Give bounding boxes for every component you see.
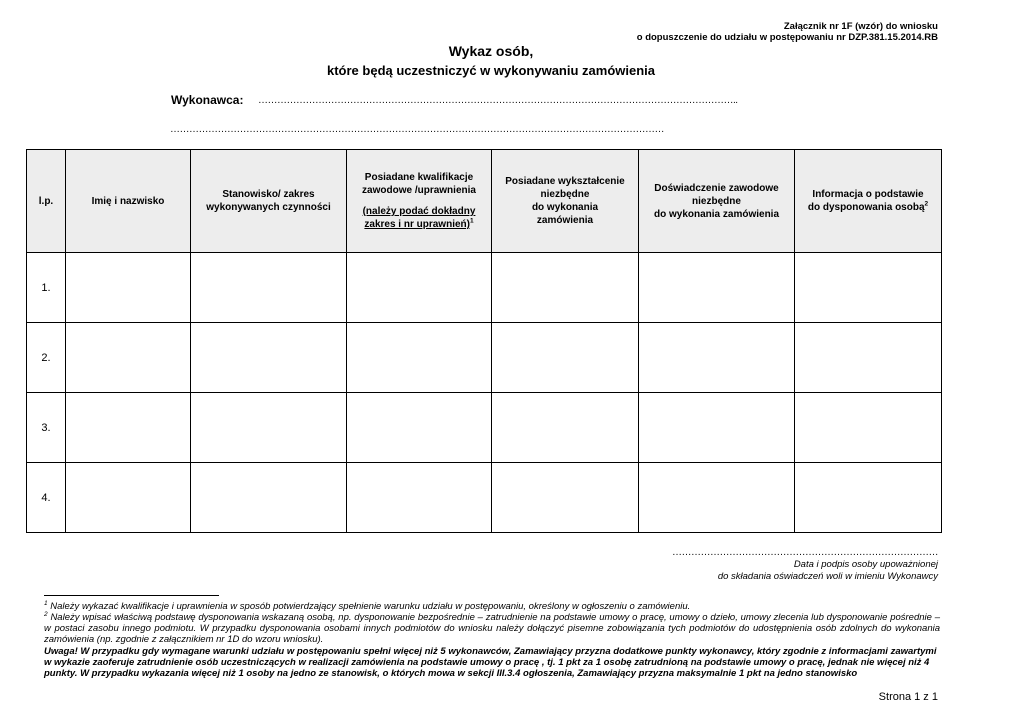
experience-cell[interactable] [639, 463, 795, 533]
annex-line-1: Załącznik nr 1F (wzór) do wniosku [783, 21, 938, 32]
basis-info-cell[interactable] [795, 323, 942, 393]
qualifications-cell[interactable] [347, 393, 492, 463]
header-education: Posiadane wykształcenie niezbędne do wykonania zamówienia [492, 150, 639, 253]
name-cell[interactable] [66, 393, 191, 463]
header-basis-info: Informacja o podstawie do dysponowania osobą$^2$ [795, 150, 942, 253]
table-row [27, 463, 942, 533]
experience-cell[interactable] [639, 253, 795, 323]
signature-line-1: Data i podpis osoby upoważnionej [793, 559, 938, 570]
table-header-row [27, 150, 942, 253]
table-row [27, 323, 942, 393]
footnote-1: $^1$ Należy wykazać kwalifikacje i uprawnienia w sposób potwierdzający spełnienie warunku udziału w postępowaniu, określony w ogłoszeniu o zamówieniu. [44, 599, 691, 612]
document-subtitle: które będą uczestniczyć w wykonywaniu zamówienia [327, 63, 655, 78]
education-cell[interactable] [492, 463, 639, 533]
contractor-dots-line-1: …………………………………………………………………………………………………………………………………….. [258, 95, 738, 106]
experience-cell[interactable] [639, 323, 795, 393]
table-row [27, 393, 942, 463]
annex-header [637, 21, 938, 43]
table-row [27, 253, 942, 323]
header-position: Stanowisko/ zakres wykonywanych czynności [191, 150, 347, 253]
name-cell[interactable] [66, 323, 191, 393]
qualifications-cell[interactable] [347, 253, 492, 323]
signature-line-2: do składania oświadczeń woli w imieniu Wykonawcy [717, 571, 938, 582]
annex-line-2: o dopuszczenie do udziału w postępowaniu nr DZP.381.15.2014.RB [636, 32, 938, 43]
document-title: Wykaz osób, [448, 43, 534, 59]
header-experience: Doświadczenie zawodowe niezbędne do wykonania zamówienia [639, 150, 795, 253]
header-qualifications: Posiadane kwalifikacje zawodowe /uprawnienia (należy podać dokładny zakres i nr uprawnień)$^1$ [347, 150, 492, 253]
qualifications-cell[interactable] [347, 463, 492, 533]
position-cell[interactable] [191, 393, 347, 463]
persons-table [26, 149, 942, 533]
basis-info-cell[interactable] [795, 393, 942, 463]
education-cell[interactable] [492, 393, 639, 463]
name-cell[interactable] [66, 463, 191, 533]
footnote-2: $^2$ Należy wpisać właściwą podstawę dysponowania wskazaną osobą, np. dysponowanie bezpośrednie – zatrudnienie na podstawie umowy o pracę, umowy o dzieło, umowy zlecenia lub dysponowanie pośrednie – w postaci zasobu innego podmiotu. W przypadku dysponowania osobami innych podmiotów do wniosku należy dołączyć pisemne zobowiązania tych podmiotów do udostępnienia osób zdolnych do wykonania zamówienia (np. zgodnie z załącznikiem nr 1D do wzoru wniosku). [44, 610, 941, 645]
header-lp: l.p. [27, 150, 66, 253]
position-cell[interactable] [191, 323, 347, 393]
position-cell[interactable] [191, 253, 347, 323]
row-number: 1. [27, 253, 66, 323]
education-cell[interactable] [492, 253, 639, 323]
footnote-ref-1: 1 [469, 217, 474, 225]
contractor-label: Wykonawca: [171, 93, 244, 107]
education-cell[interactable] [492, 323, 639, 393]
row-number: 4. [27, 463, 66, 533]
contractor-dots-line-2: ………………………………………………………………………………………………………………………………………… [170, 124, 664, 135]
header-name: Imię i nazwisko [66, 150, 191, 253]
signature-dots: ………………………………………………………………………… [672, 547, 938, 558]
position-cell[interactable] [191, 463, 347, 533]
footnote-divider [44, 595, 219, 596]
signature-block [672, 547, 938, 583]
qualifications-cell[interactable] [347, 323, 492, 393]
name-cell[interactable] [66, 253, 191, 323]
attention-note: Uwaga! W przypadku gdy wymagane warunki udziału w postępowaniu spełni więcej niż 5 wykonawców, Zamawiający przyzna dodatkowe punkty wykonawcy, który zgodnie z informacjami zawartymi w wykazie zaoferuje zatrudnienie osób uczestniczących w realizacji zamówienia na podstawie umowy o pracę , tj. 1 pkt za 1 osobę zatrudnioną na podstawie umowy o pracę, jednak nie więcej niż 4 punkty. W przypadku wykazania więcej niż 1 osoby na jedno ze stanowisk, o których mowa w sekcji III.3.4 ogłoszenia, Zamawiający przyzna maksymalnie 1 pkt na jedno stanowisko [44, 646, 937, 679]
page-number: Strona 1 z 1 [878, 691, 938, 703]
basis-info-cell[interactable] [795, 463, 942, 533]
basis-info-cell[interactable] [795, 253, 942, 323]
footnote-ref-2: 2 [924, 200, 929, 208]
row-number: 3. [27, 393, 66, 463]
row-number: 2. [27, 323, 66, 393]
experience-cell[interactable] [639, 393, 795, 463]
